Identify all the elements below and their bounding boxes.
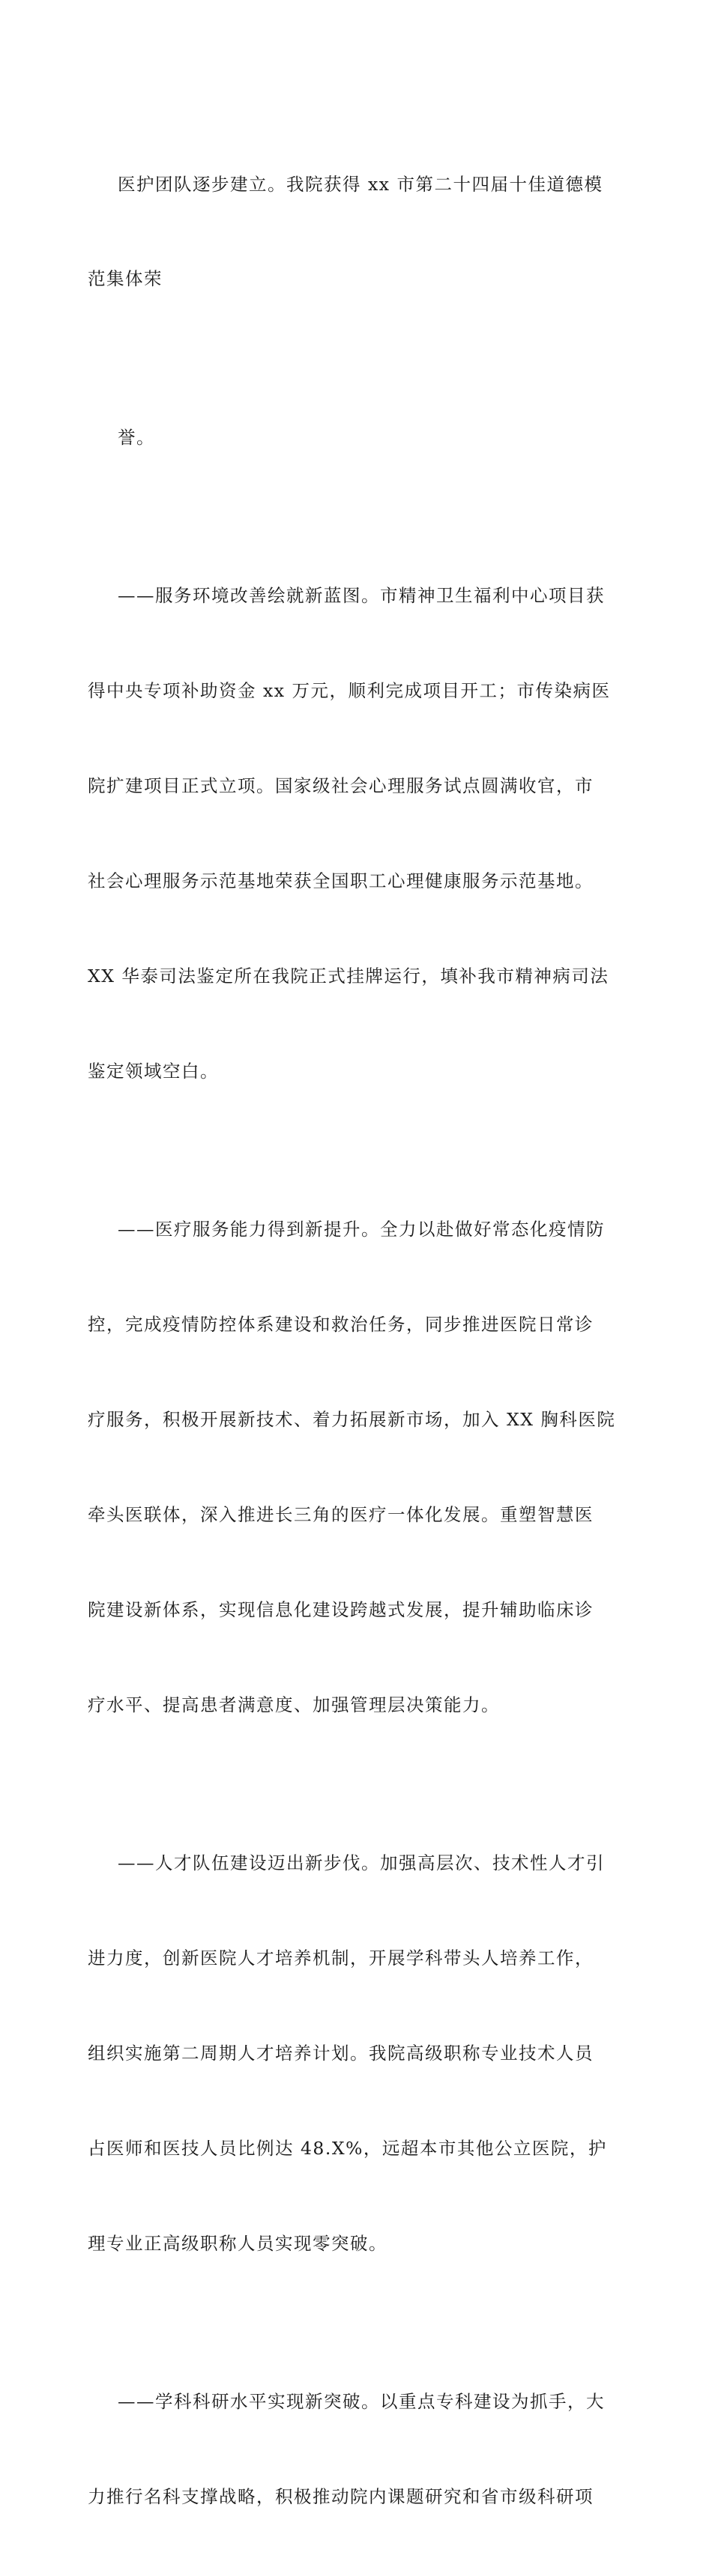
document-body: [88, 105, 621, 2576]
paragraph-service-environment: [88, 517, 621, 1151]
text-line: 院建设新体系，实现信息化建设跨越式发展，提升辅助临床诊: [88, 1598, 594, 1620]
paragraph-medical-capacity: [88, 1151, 621, 1784]
text-line: 社会心理服务示范基地荣获全国职工心理健康服务示范基地。: [88, 870, 594, 892]
text-line: ——医疗服务能力得到新提升。全力以赴做好常态化疫情防: [118, 1219, 605, 1240]
text-line: 控，完成疫情防控体系建设和救治任务，同步推进医院日常诊: [88, 1314, 594, 1336]
text-line: 誉。: [118, 426, 155, 448]
paragraph-honor: [88, 358, 621, 516]
text-line: ——人才队伍建设迈出新步伐。加强高层次、技术性人才引: [118, 1852, 605, 1874]
text-line: 得中央专项补助资金 xx 万元，顺利完成项目开工；市传染病医: [88, 680, 611, 702]
text-line: 鉴定领域空白。: [88, 1060, 219, 1082]
text-line: 牵头医联体，深入推进长三角的医疗一体化发展。重塑智慧医: [88, 1504, 594, 1526]
text-line: 力推行名科支撑战略，积极推动院内课题研究和省市级科研项: [88, 2486, 594, 2508]
text-line: 医护团队逐步建立。我院获得 xx 市第二十四届十佳道德模: [118, 173, 603, 195]
text-line: ——学科科研水平实现新突破。以重点专科建设为抓手，大: [118, 2391, 605, 2413]
text-line: 疗水平、提高患者满意度、加强管理层决策能力。: [88, 1694, 500, 1715]
text-line: 疗服务，积极开展新技术、着力拓展新市场，加入 XX 胸科医院: [88, 1409, 616, 1431]
text-line: XX 华泰司法鉴定所在我院正式挂牌运行，填补我市精神病司法: [88, 966, 609, 987]
text-line: 组织实施第二周期人才培养计划。我院高级职称专业技术人员: [88, 2043, 594, 2064]
text-line: 范集体荣: [88, 268, 163, 290]
text-line: 理专业正高级职称人员实现零突破。: [88, 2232, 387, 2254]
paragraph-team-building: [88, 105, 621, 358]
text-line: ——服务环境改善绘就新蓝图。市精神卫生福利中心项目获: [118, 585, 605, 607]
text-line: 占医师和医技人员比例达 48.X%，远超本市其他公立医院，护: [88, 2138, 607, 2159]
text-line: 进力度，创新医院人才培养机制，开展学科带头人培养工作，: [88, 1948, 594, 1969]
paragraph-talent-team: [88, 1784, 621, 2323]
paragraph-research: [88, 2323, 621, 2576]
text-line: 院扩建项目正式立项。国家级社会心理服务试点圆满收官，市: [88, 775, 594, 797]
